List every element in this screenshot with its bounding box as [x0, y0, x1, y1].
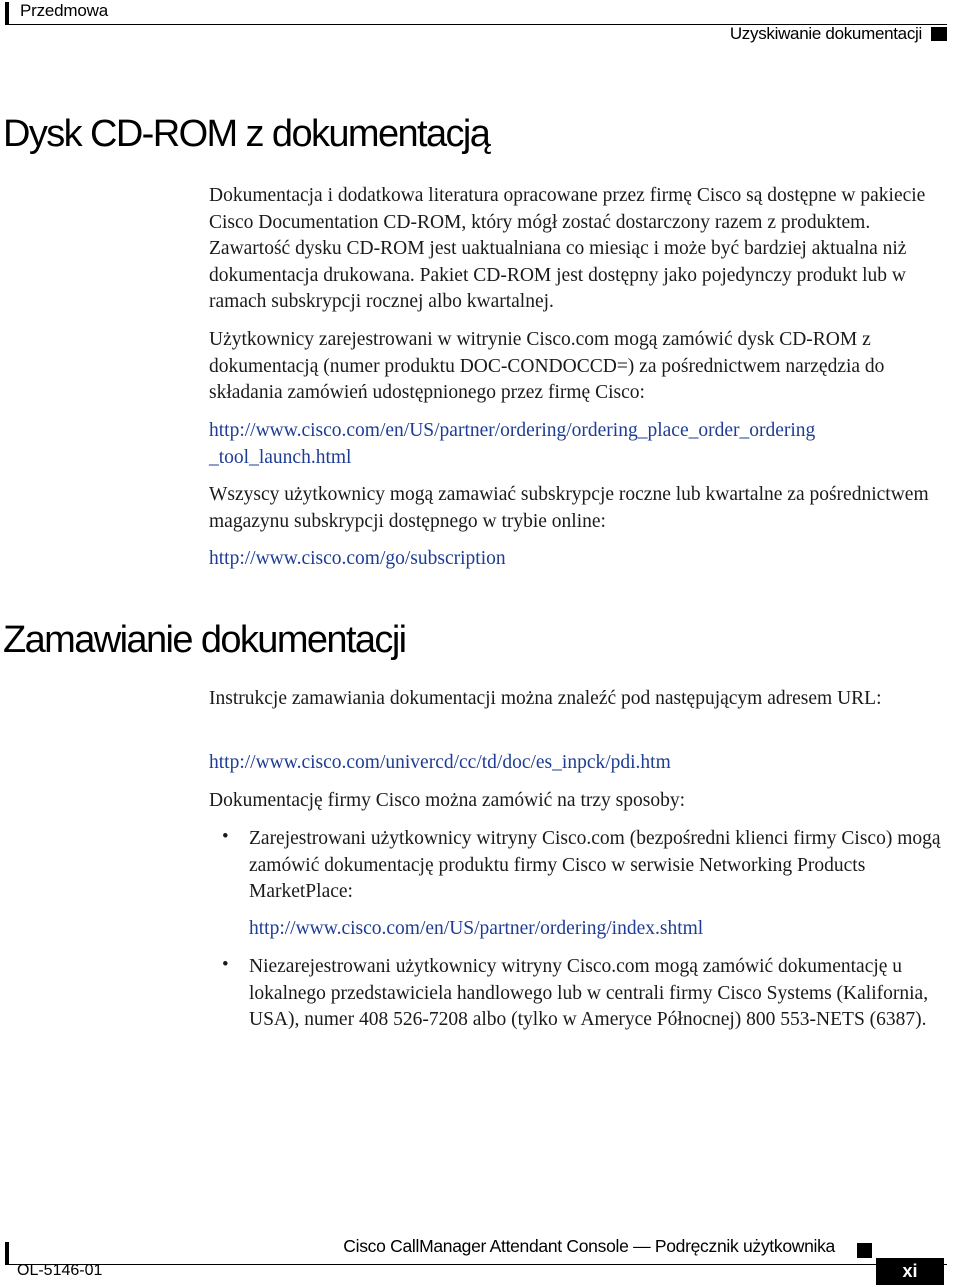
footer-book-title: Cisco CallManager Attendant Console — Podręcznik użytkownika — [343, 1236, 835, 1256]
paragraph-cdrom-intro: Dokumentacja i dodatkowa literatura opracowane przez firmę Cisco są dostępne w pakiecie Cisco Documentation CD-ROM, który mógł zostać dostarczony razem z produktem. Zawartość dysku CD-ROM jest uaktualniana co miesiąc i może być bardziej aktualna niż dokumentacja drukowana. Pakiet CD-ROM jest dostępny jako pojedynczy produkt lub w ramach subskrypcji rocznej albo kwartalnej. — [209, 185, 926, 312]
link-pdi[interactable]: http://www.cisco.com/univercd/cc/td/doc/es_inpck/pdi.htm — [209, 752, 671, 773]
bullet-symbol: • — [222, 826, 229, 847]
paragraph-ordering-instructions: Instrukcje zamawiania dokumentacji można znaleźć pod następującym adresem URL: — [209, 688, 882, 709]
header-marker-bar — [5, 2, 9, 24]
footer-marker-bar — [5, 1242, 9, 1264]
paragraph-cdrom-order: Użytkownicy zarejestrowani w witrynie Cisco.com mogą zamówić dysk CD-ROM z dokumentacją (numer produktu DOC-CONDOCCD=) za pośrednictwem narzędzia do składania zamówień udostępnionego przez firmę Cisco: — [209, 329, 885, 403]
bullet-registered-users: Zarejestrowani użytkownicy witryny Cisco.com (bezpośredni klienci firmy Cisco) mogą zamówić dokumentację produktu firmy Cisco w serwisie Networking Products MarketPlace: — [249, 828, 941, 902]
link-ordering-tool-line1[interactable]: http://www.cisco.com/en/US/partner/ordering/ordering_place_order_ordering — [209, 420, 816, 441]
header-marker-square — [931, 27, 947, 41]
paragraph-subscription: Wszyscy użytkownicy mogą zamawiać subskrypcje roczne lub kwartalne za pośrednictwem magazynu subskrypcji dostępnego w trybie online: — [209, 484, 929, 532]
footer-marker-square — [857, 1243, 872, 1258]
section-heading-cdrom: Dysk CD-ROM z dokumentacją — [3, 113, 490, 155]
paragraph-three-ways: Dokumentację firmy Cisco można zamówić na trzy sposoby: — [209, 790, 685, 811]
footer-rule — [5, 1264, 947, 1265]
footer-doc-number: OL-5146-01 — [17, 1262, 103, 1279]
header-chapter-title: Przedmowa — [20, 1, 108, 20]
section-heading-ordering: Zamawianie dokumentacji — [3, 619, 406, 661]
link-marketplace[interactable]: http://www.cisco.com/en/US/partner/ordering/index.shtml — [249, 918, 704, 939]
bullet-unregistered-users: Niezarejestrowani użytkownicy witryny Cisco.com mogą zamówić dokumentację u lokalnego przedstawiciela handlowego lub w centrali firmy Cisco Systems (Kalifornia, USA), numer 408 526-7208 albo (tylko w Ameryce Północnej) 800 553-NETS (6387). — [249, 956, 929, 1030]
link-ordering-tool-line2[interactable]: _tool_launch.html — [209, 446, 352, 468]
bullet-symbol: • — [222, 954, 229, 975]
link-ordering-tool[interactable] — [209, 418, 954, 471]
link-subscription[interactable]: http://www.cisco.com/go/subscription — [209, 548, 506, 569]
header-section-title: Uzyskiwanie dokumentacji — [729, 24, 922, 43]
footer-page-number: xi — [876, 1258, 944, 1285]
